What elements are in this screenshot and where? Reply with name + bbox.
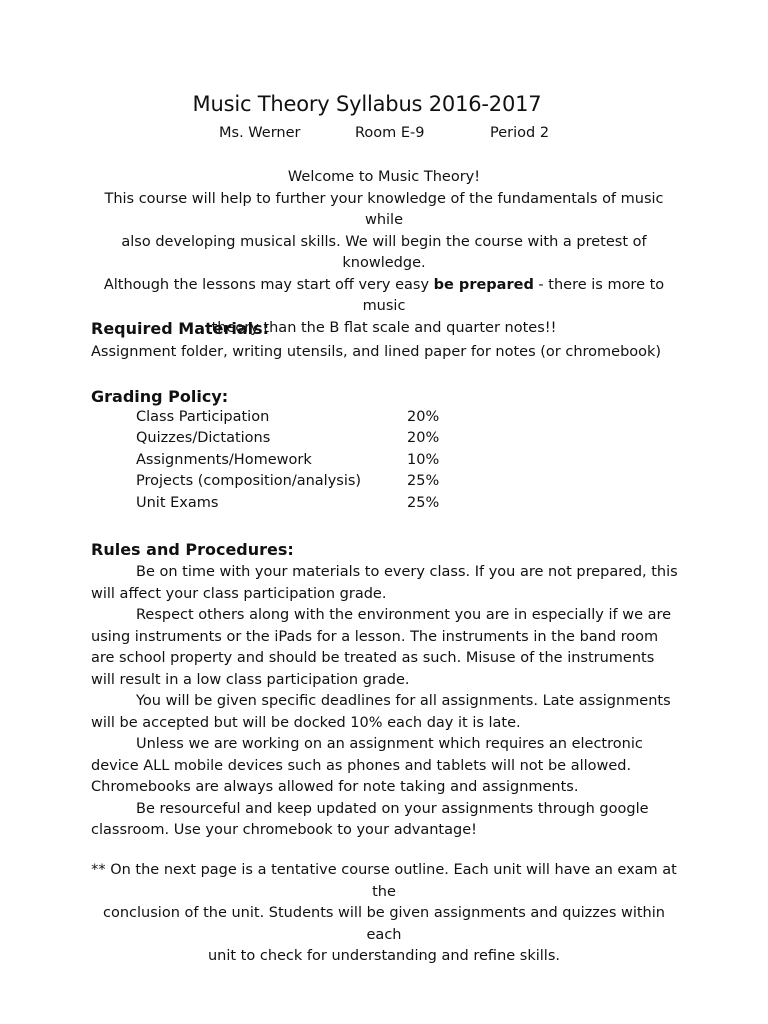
rule-paragraph: You will be given specific deadlines for all assignments. Late assignments will be accepted but will be docked 10% each day it is late. — [91, 693, 671, 731]
grading-category: Unit Exams — [136, 495, 219, 511]
intro-line-2: also developing musical skills. We will begin the course with a pretest of knowledge. — [121, 233, 647, 271]
grading-row — [136, 452, 456, 473]
intro-line-3 — [84, 275, 684, 318]
grading-percent: 20% — [407, 409, 440, 425]
rule-paragraph: Respect others along with the environment you are in especially if we are using instruments or the iPads for a lesson. The instruments in the band room are school property and should be treated as such. Misuse of the instruments will result in a low class participation grade. — [91, 607, 672, 688]
grading-category: Class Participation — [136, 409, 270, 425]
intro-section — [84, 167, 684, 339]
grading-percent: 25% — [407, 473, 440, 489]
note-line-1: ** On the next page is a tentative course outline. Each unit will have an exam at the — [91, 862, 677, 900]
grading-percent: 10% — [407, 452, 440, 468]
grading-category: Assignments/Homework — [136, 452, 312, 468]
grading-heading: Grading Policy: — [91, 387, 229, 406]
grading-row — [136, 473, 456, 494]
be-prepared-emphasis: be prepared — [433, 276, 534, 293]
materials-text: Assignment folder, writing utensils, and lined paper for notes (or chromebook) — [91, 344, 662, 360]
rules-heading: Rules and Procedures: — [91, 540, 294, 559]
room-number: Room E-9 — [355, 125, 425, 141]
intro-line-3-start: Although the lessons may start off very easy — [103, 276, 434, 293]
grading-percent: 25% — [407, 495, 440, 511]
page-title: Music Theory Syllabus 2016-2017 — [192, 92, 542, 116]
grading-row — [136, 495, 456, 516]
rule-paragraph: Be resourceful and keep updated on your assignments through google classroom. Use your chromebook to your advantage! — [91, 800, 649, 838]
grading-category: Projects (composition/analysis) — [136, 473, 362, 489]
grading-category: Quizzes/Dictations — [136, 430, 271, 446]
teacher-name: Ms. Werner — [219, 125, 301, 141]
intro-line-4: theory than the B flat scale and quarter notes!! — [211, 319, 557, 336]
intro-line-3-end: - there is more to music — [362, 276, 665, 314]
rules-section — [91, 562, 681, 842]
rule-paragraph: Be on time with your materials to every class. If you are not prepared, this will affect your class participation grade. — [91, 564, 678, 602]
materials-heading: Required Materials: — [91, 319, 270, 338]
note-line-3: unit to check for understanding and refine skills. — [207, 948, 560, 964]
grading-row — [136, 409, 456, 430]
grading-percent: 20% — [407, 430, 440, 446]
rule-paragraph: Unless we are working on an assignment which requires an electronic device ALL mobile devices such as phones and tablets will not be allowed. Chromebooks are always allowed for note taking and assignments. — [91, 736, 643, 795]
intro-line-1: This course will help to further your knowledge of the fundamentals of music while — [104, 190, 664, 228]
grading-row — [136, 430, 456, 451]
class-period: Period 2 — [490, 125, 550, 141]
course-outline-note — [84, 860, 684, 968]
welcome-text: Welcome to Music Theory! — [287, 169, 481, 185]
note-line-2: conclusion of the unit. Students will be given assignments and quizzes within each — [103, 905, 665, 943]
